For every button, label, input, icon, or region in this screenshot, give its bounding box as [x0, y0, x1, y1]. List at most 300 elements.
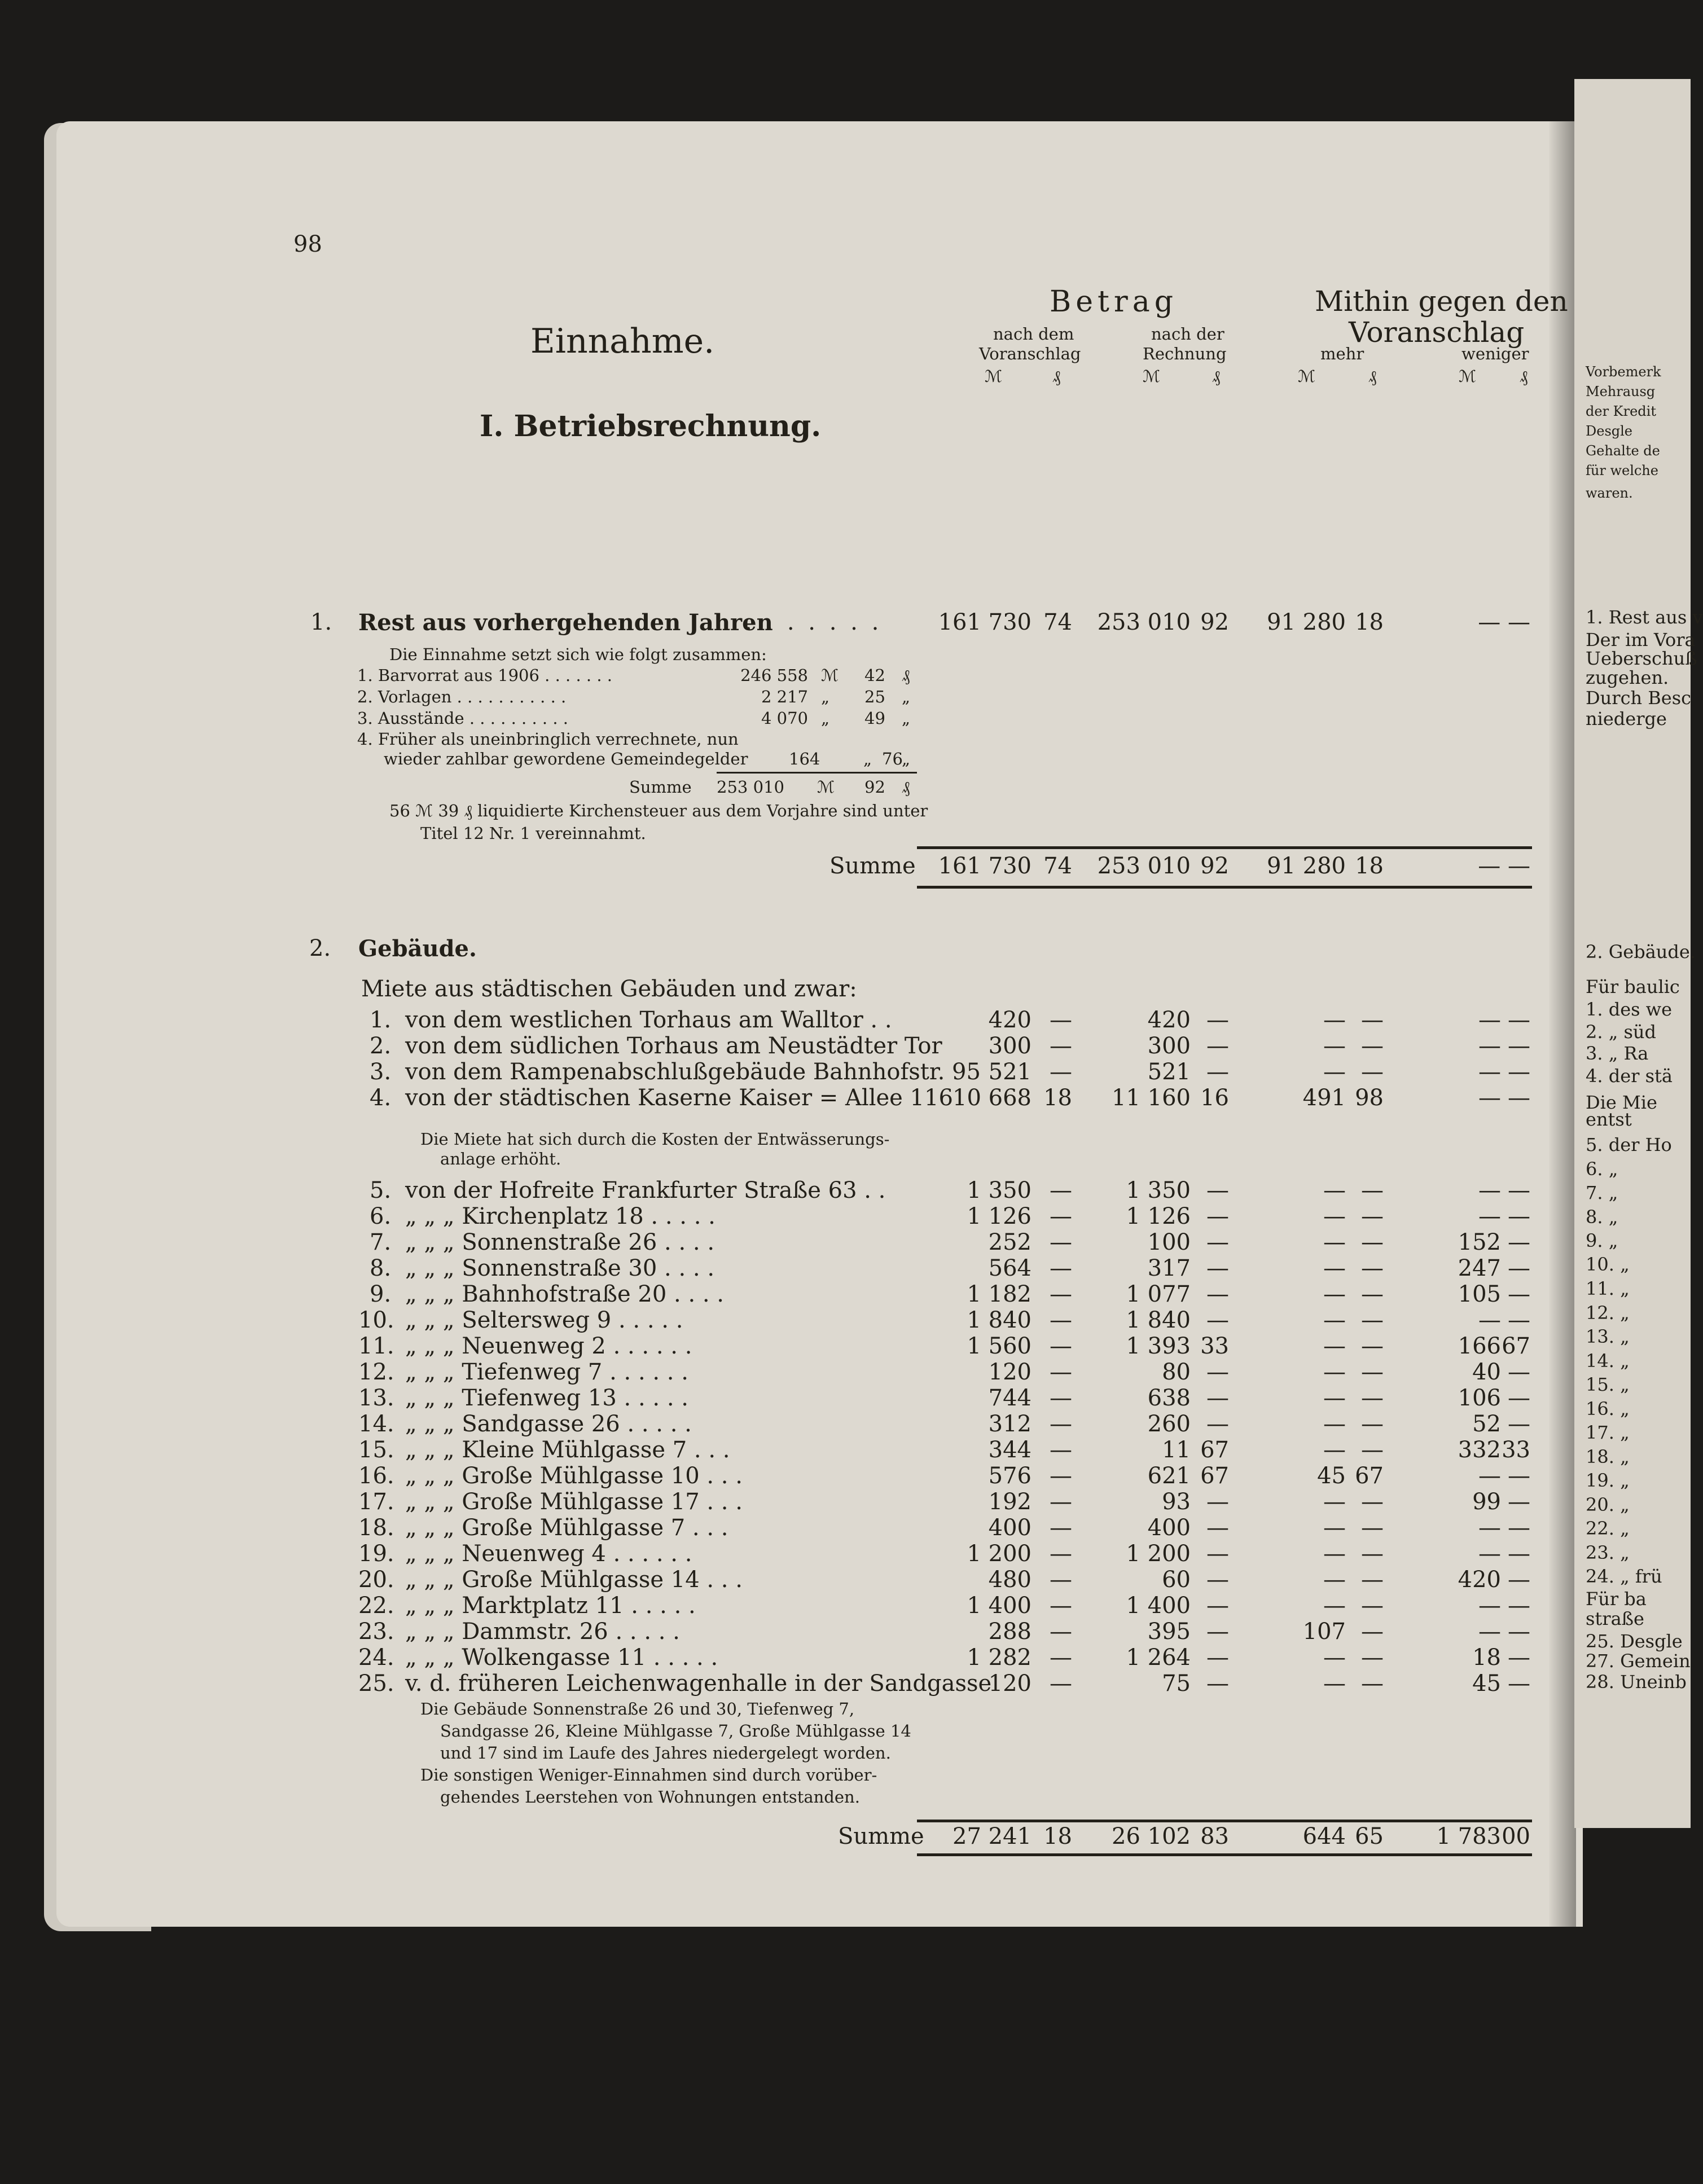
row-text: „ „ „ Sonnenstraße 30 . . . . [405, 1255, 715, 1281]
facing-page-line: 5. der Ho [1586, 1134, 1672, 1155]
header-col3: mehr [1320, 344, 1364, 363]
row8-value-col8: — [1508, 1255, 1530, 1281]
row14-value-col7: 52 [1472, 1411, 1501, 1437]
row-text: von dem westlichen Torhaus am Walltor . . [405, 1007, 892, 1033]
row15-value-col6: — [1361, 1437, 1384, 1463]
row12-value-col7: 40 [1472, 1359, 1501, 1385]
row-text: „ „ „ Sandgasse 26 . . . . . [405, 1411, 692, 1437]
row13-value-col4: — [1206, 1385, 1229, 1411]
facing-page-line: 11. „ [1586, 1278, 1630, 1299]
row11-value-col6: — [1361, 1333, 1384, 1359]
facing-page-line: 17. „ [1586, 1422, 1630, 1443]
section1-intro: Die Einnahme setzt sich wie folgt zusammen: [389, 645, 767, 664]
row18-value-col3: 400 [1147, 1515, 1191, 1541]
row4-value-col3: 11 160 [1112, 1085, 1191, 1111]
row15-value-col1: 344 [988, 1437, 1032, 1463]
row9-value-col5: — [1323, 1281, 1346, 1307]
row23-value-col7: — [1478, 1619, 1501, 1645]
row17-value-col5: — [1323, 1489, 1346, 1515]
row-number: 8. [370, 1255, 392, 1281]
row-number: 20. [358, 1567, 394, 1593]
facing-page-line: entst [1586, 1109, 1632, 1130]
row18-value-col4: — [1206, 1515, 1229, 1541]
row-text: „ „ „ Große Mühlgasse 7 . . . [405, 1515, 728, 1541]
facing-page-line: 6. „ [1586, 1158, 1618, 1180]
row24-value-col8: — [1508, 1645, 1530, 1671]
row18-value-col7: — [1478, 1515, 1501, 1541]
facing-page-line: Vorbemerk [1586, 364, 1661, 380]
row3-value-col7: — [1478, 1059, 1501, 1085]
row3-value-col3: 521 [1147, 1059, 1191, 1085]
row4-value-col7: — [1478, 1085, 1501, 1111]
facing-page-line: waren. [1586, 485, 1633, 501]
row9-value-col4: — [1206, 1281, 1229, 1307]
section1-item-amount: 246 558 [740, 666, 808, 685]
row10-value-col8: — [1508, 1307, 1530, 1333]
facing-page-line: 12. „ [1586, 1302, 1630, 1324]
row17-value-col2: — [1050, 1489, 1072, 1515]
row-number: 19. [358, 1541, 394, 1567]
facing-page-line: 10. „ [1586, 1254, 1630, 1275]
section2-sum-col1: 27 241 [953, 1823, 1032, 1849]
row15-value-col4: 67 [1200, 1437, 1229, 1463]
facing-page-line: 24. „ frü [1586, 1566, 1662, 1587]
row25-value-col7: 45 [1472, 1671, 1501, 1697]
row20-value-col1: 480 [988, 1567, 1032, 1593]
row18-value-col5: — [1323, 1515, 1346, 1541]
row14-value-col5: — [1323, 1411, 1346, 1437]
row16-value-col2: — [1050, 1463, 1072, 1489]
row8-value-col6: — [1361, 1255, 1384, 1281]
row1-value-col3: 420 [1147, 1007, 1191, 1033]
row6-value-col1: 1 126 [967, 1203, 1032, 1229]
row3-value-col8: — [1508, 1059, 1530, 1085]
row24-value-col7: 18 [1472, 1645, 1501, 1671]
row7-value-col6: — [1361, 1229, 1384, 1255]
section1-value-col6: 18 [1355, 609, 1384, 635]
row23-value-col6: — [1361, 1619, 1384, 1645]
row12-value-col8: — [1508, 1359, 1530, 1385]
row4-value-col4: 16 [1200, 1085, 1229, 1111]
section1-subtotal-amount: 253 010 [717, 777, 784, 797]
row9-value-col7: 105 [1458, 1281, 1501, 1307]
header-voranschlag: Voranschlag [1349, 316, 1525, 349]
section1-sum-label: Summe [829, 853, 916, 879]
section1-item-unit: „ [821, 687, 830, 706]
facing-page-line: 25. Desgle [1586, 1631, 1683, 1652]
facing-page-line: 13. „ [1586, 1326, 1630, 1347]
row-number: 3. [370, 1059, 392, 1085]
row22-value-col1: 1 400 [967, 1593, 1032, 1619]
section1-sum-col1: 161 730 [938, 853, 1032, 879]
facing-page-line: 23. „ [1586, 1542, 1630, 1563]
header-col1: nach dem [993, 324, 1074, 344]
row-text: „ „ „ Marktplatz 11 . . . . . [405, 1593, 696, 1619]
row5-value-col5: — [1323, 1177, 1346, 1203]
row11-value-col2: — [1050, 1333, 1072, 1359]
sum2-bottom-rule [917, 1853, 1532, 1856]
row22-value-col8: — [1508, 1593, 1530, 1619]
row-number: 4. [370, 1085, 392, 1111]
row-text: „ „ „ Seltersweg 9 . . . . . [405, 1307, 683, 1333]
row-number: 9. [370, 1281, 392, 1307]
row6-value-col7: — [1478, 1203, 1501, 1229]
row24-value-col3: 1 264 [1126, 1645, 1191, 1671]
row11-value-col8: 67 [1502, 1333, 1530, 1359]
row16-value-col1: 576 [988, 1463, 1032, 1489]
row7-value-col5: — [1323, 1229, 1346, 1255]
section1-value-col4: 92 [1200, 609, 1229, 635]
row-number: 23. [358, 1619, 394, 1645]
sum1-bottom-rule [917, 886, 1532, 889]
row-text: „ „ „ Bahnhofstraße 20 . . . . [405, 1281, 725, 1307]
facing-page-line: 1. des we [1586, 999, 1673, 1020]
facing-page-line: 15. „ [1586, 1374, 1630, 1395]
facing-page-line: Für baulic [1586, 976, 1680, 997]
facing-page-line: 14. „ [1586, 1350, 1630, 1372]
section1-item4-cunit: „ [902, 749, 911, 768]
row16-value-col3: 621 [1147, 1463, 1191, 1489]
row4-value-col1: 10 668 [953, 1085, 1032, 1111]
row16-value-col7: — [1478, 1463, 1501, 1489]
row5-value-col6: — [1361, 1177, 1384, 1203]
row16-value-col6: 67 [1355, 1463, 1384, 1489]
row20-value-col2: — [1050, 1567, 1072, 1593]
row5-value-col8: — [1508, 1177, 1530, 1203]
row-number: 16. [358, 1463, 394, 1489]
row15-value-col2: — [1050, 1437, 1072, 1463]
row19-value-col7: — [1478, 1541, 1501, 1567]
row22-value-col6: — [1361, 1593, 1384, 1619]
facing-page-line: 2. Gebäude. [1586, 941, 1696, 963]
row18-value-col6: — [1361, 1515, 1384, 1541]
row3-value-col5: — [1323, 1059, 1346, 1085]
row10-value-col4: — [1206, 1307, 1229, 1333]
section1-title: Rest aus vorhergehenden Jahren [358, 609, 773, 636]
row2-value-col6: — [1361, 1033, 1384, 1059]
row10-value-col7: — [1478, 1307, 1501, 1333]
facing-page-line: 3. „ Ra [1586, 1043, 1649, 1064]
facing-page-line: 16. „ [1586, 1398, 1630, 1420]
row23-value-col3: 395 [1147, 1619, 1191, 1645]
row23-value-col4: — [1206, 1619, 1229, 1645]
facing-page-line: Der im Vora [1586, 629, 1696, 651]
section1-sum-col5: 91 280 [1267, 853, 1346, 879]
section1-subtotal-label: Summe [629, 777, 692, 797]
section1-item-amount: 4 070 [761, 709, 808, 728]
row-text: „ „ „ Tiefenweg 13 . . . . . [405, 1385, 688, 1411]
row20-value-col3: 60 [1162, 1567, 1191, 1593]
row1-value-col7: — [1478, 1007, 1501, 1033]
section1-item4-amount: 164 [789, 749, 820, 768]
row1-value-col8: — [1508, 1007, 1530, 1033]
row13-value-col3: 638 [1147, 1385, 1191, 1411]
row-text: „ „ „ Kleine Mühlgasse 7 . . . [405, 1437, 730, 1463]
section1-leader: . . . . . . . [745, 609, 883, 635]
row20-value-col7: 420 [1458, 1567, 1501, 1593]
facing-page-line: straße [1586, 1608, 1644, 1629]
row19-value-col4: — [1206, 1541, 1229, 1567]
section1-item-cents: 49 [864, 709, 885, 728]
section2-sum-col4: 83 [1200, 1823, 1229, 1849]
section2-sum-col8: 00 [1502, 1823, 1530, 1849]
row14-value-col8: — [1508, 1411, 1530, 1437]
header-col2b: Rechnung [1143, 344, 1227, 363]
header-pf-1: ₰ [1052, 367, 1061, 386]
row17-value-col3: 93 [1162, 1489, 1191, 1515]
section2-sum-col3: 26 102 [1112, 1823, 1191, 1849]
row-number: 25. [358, 1671, 394, 1697]
header-col2: nach der [1151, 324, 1224, 344]
row15-value-col8: 33 [1502, 1437, 1530, 1463]
row13-value-col8: — [1508, 1385, 1530, 1411]
subsection-title: I. Betriebsrechnung. [480, 409, 822, 443]
row3-value-col1: 521 [988, 1059, 1032, 1085]
row12-value-col2: — [1050, 1359, 1072, 1385]
row11-value-col4: 33 [1200, 1333, 1229, 1359]
facing-page-line: 22. „ [1586, 1518, 1630, 1539]
row3-value-col2: — [1050, 1059, 1072, 1085]
row16-value-col8: — [1508, 1463, 1530, 1489]
row-text: „ „ „ Kirchenplatz 18 . . . . . [405, 1203, 716, 1229]
row4-value-col5: 491 [1302, 1085, 1346, 1111]
section1-subtotal-cents: 92 [864, 777, 885, 797]
section1-value-col1: 161 730 [938, 609, 1032, 635]
row15-value-col3: 11 [1162, 1437, 1191, 1463]
row22-value-col3: 1 400 [1126, 1593, 1191, 1619]
facing-page-line: 27. Gemein [1586, 1650, 1691, 1672]
row6-value-col3: 1 126 [1126, 1203, 1191, 1229]
section1-number: 1. [310, 609, 332, 635]
section1-item-label: 3. Ausstände . . . . . . . . . . [357, 709, 568, 728]
row9-value-col2: — [1050, 1281, 1072, 1307]
row5-value-col4: — [1206, 1177, 1229, 1203]
section1-sum-col4: 92 [1200, 853, 1229, 879]
row6-value-col4: — [1206, 1203, 1229, 1229]
row-text: v. d. früheren Leichenwagenhalle in der Sandgasse [405, 1671, 992, 1697]
row7-value-col7: 152 [1458, 1229, 1501, 1255]
row25-value-col4: — [1206, 1671, 1229, 1697]
row-number: 1. [370, 1007, 392, 1033]
row16-value-col5: 45 [1317, 1463, 1346, 1489]
row-number: 6. [370, 1203, 392, 1229]
row8-value-col5: — [1323, 1255, 1346, 1281]
page-number: 98 [293, 231, 322, 257]
row24-value-col6: — [1361, 1645, 1384, 1671]
row9-value-col1: 1 182 [967, 1281, 1032, 1307]
row2-value-col5: — [1323, 1033, 1346, 1059]
facing-page-line: 4. der stä [1586, 1065, 1673, 1087]
row4-note-line2: anlage erhöht. [440, 1149, 561, 1168]
row14-value-col2: — [1050, 1411, 1072, 1437]
sum1-top-rule [917, 846, 1532, 849]
header-col1b: Voranschlag [979, 344, 1081, 363]
facing-page-line: der Kredit [1586, 403, 1656, 419]
facing-page-line: 19. „ [1586, 1470, 1630, 1491]
row10-value-col5: — [1323, 1307, 1346, 1333]
section2-note-line: Sandgasse 26, Kleine Mühlgasse 7, Große Mühlgasse 14 [440, 1721, 911, 1741]
section1-value-col5: 91 280 [1267, 609, 1346, 635]
facing-page-line: zugehen. [1586, 667, 1669, 688]
row-text: von dem Rampenabschlußgebäude Bahnhofstr. 95 [405, 1059, 981, 1085]
row19-value-col3: 1 200 [1126, 1541, 1191, 1567]
header-pf-3: ₰ [1368, 367, 1377, 386]
row1-value-col5: — [1323, 1007, 1346, 1033]
row7-value-col8: — [1508, 1229, 1530, 1255]
row16-value-col4: 67 [1200, 1463, 1229, 1489]
section2-note-line: Die sonstigen Weniger-Einnahmen sind durch vorüber- [420, 1765, 877, 1785]
row23-value-col1: 288 [988, 1619, 1032, 1645]
header-col4: weniger [1461, 344, 1529, 363]
row-text: von der Hofreite Frankfurter Straße 63 . . [405, 1177, 886, 1203]
row13-value-col1: 744 [988, 1385, 1032, 1411]
row2-value-col7: — [1478, 1033, 1501, 1059]
row-text: „ „ „ Sonnenstraße 26 . . . . [405, 1229, 715, 1255]
section1-item-amount: 2 217 [761, 687, 808, 706]
row19-value-col2: — [1050, 1541, 1072, 1567]
section2-note-line: und 17 sind im Laufe des Jahres niedergelegt worden. [440, 1743, 891, 1763]
row-number: 22. [358, 1593, 394, 1619]
row23-value-col5: 107 [1302, 1619, 1346, 1645]
header-mithin: Mithin gegen den [1315, 285, 1568, 318]
row1-value-col6: — [1361, 1007, 1384, 1033]
row-number: 12. [358, 1359, 394, 1385]
section2-note-line: Die Gebäude Sonnenstraße 26 und 30, Tiefenweg 7, [420, 1699, 855, 1719]
row17-value-col8: — [1508, 1489, 1530, 1515]
row9-value-col6: — [1361, 1281, 1384, 1307]
row-number: 13. [358, 1385, 394, 1411]
row23-value-col8: — [1508, 1619, 1530, 1645]
row10-value-col6: — [1361, 1307, 1384, 1333]
row6-value-col5: — [1323, 1203, 1346, 1229]
header-pf-2: ₰ [1212, 367, 1221, 386]
facing-page-line: Die Mie [1586, 1092, 1657, 1113]
section1-item4-line2: wieder zahlbar gewordene Gemeindegelder [384, 749, 748, 768]
row6-value-col2: — [1050, 1203, 1072, 1229]
row20-value-col4: — [1206, 1567, 1229, 1593]
section2-sum-label: Summe [838, 1823, 924, 1849]
section1-note-line1: 56 ℳ 39 ₰ liquidierte Kirchensteuer aus dem Vorjahre sind unter [389, 801, 928, 820]
row-text: „ „ „ Tiefenweg 7 . . . . . . [405, 1359, 688, 1385]
facing-page-line: Mehrausg [1586, 384, 1656, 399]
row11-value-col7: 166 [1458, 1333, 1501, 1359]
row-text: von dem südlichen Torhaus am Neustädter Tor [405, 1033, 942, 1059]
row23-value-col2: — [1050, 1619, 1072, 1645]
section2-number: 2. [309, 935, 331, 961]
section1-item-label: 1. Barvorrat aus 1906 . . . . . . . [357, 666, 613, 685]
row8-value-col2: — [1050, 1255, 1072, 1281]
facing-page-line: für welche [1586, 463, 1658, 478]
row-text: „ „ „ Große Mühlgasse 17 . . . [405, 1489, 743, 1515]
row12-value-col6: — [1361, 1359, 1384, 1385]
row11-value-col3: 1 393 [1126, 1333, 1191, 1359]
row19-value-col1: 1 200 [967, 1541, 1032, 1567]
row13-value-col2: — [1050, 1385, 1072, 1411]
header-mark-2: ℳ [1143, 367, 1161, 386]
section2-sum-col6: 65 [1355, 1823, 1384, 1849]
row-text: „ „ „ Neuenweg 2 . . . . . . [405, 1333, 692, 1359]
row3-value-col4: — [1206, 1059, 1229, 1085]
section1-subtotal-unit: ℳ [817, 777, 835, 797]
section1-item-unit: ℳ [821, 666, 839, 685]
row25-value-col2: — [1050, 1671, 1072, 1697]
row17-value-col7: 99 [1472, 1489, 1501, 1515]
row9-value-col3: 1 077 [1126, 1281, 1191, 1307]
row12-value-col3: 80 [1162, 1359, 1191, 1385]
row11-value-col1: 1 560 [967, 1333, 1032, 1359]
facing-page-line: Ueberschuß [1586, 648, 1697, 669]
facing-page-line: 8. „ [1586, 1206, 1618, 1228]
row12-value-col4: — [1206, 1359, 1229, 1385]
facing-page-line: 28. Uneinb [1586, 1671, 1687, 1693]
row24-value-col5: — [1323, 1645, 1346, 1671]
row19-value-col5: — [1323, 1541, 1346, 1567]
row22-value-col7: — [1478, 1593, 1501, 1619]
facing-page-line: Gehalte de [1586, 443, 1660, 459]
row-number: 2. [370, 1033, 392, 1059]
row7-value-col1: 252 [988, 1229, 1032, 1255]
section1-item-cunit: „ [902, 687, 911, 706]
section1-item-cents: 25 [864, 687, 885, 706]
row-text: „ „ „ Große Mühlgasse 10 . . . [405, 1463, 743, 1489]
row8-value-col1: 564 [988, 1255, 1032, 1281]
row17-value-col4: — [1206, 1489, 1229, 1515]
row25-value-col8: — [1508, 1671, 1530, 1697]
row22-value-col2: — [1050, 1593, 1072, 1619]
facing-page-line: 18. „ [1586, 1446, 1630, 1467]
row25-value-col3: 75 [1162, 1671, 1191, 1697]
section2-title: Gebäude. [358, 935, 477, 962]
row17-value-col6: — [1361, 1489, 1384, 1515]
row14-value-col3: 260 [1147, 1411, 1191, 1437]
section2-note-line: gehendes Leerstehen von Wohnungen entstanden. [440, 1787, 860, 1807]
section1-value-col7: — — [1478, 609, 1530, 635]
section2-sum-col5: 644 [1302, 1823, 1346, 1849]
row10-value-col2: — [1050, 1307, 1072, 1333]
section1-note-line2: Titel 12 Nr. 1 vereinnahmt. [420, 824, 646, 843]
row7-value-col4: — [1206, 1229, 1229, 1255]
row4-value-col8: — [1508, 1085, 1530, 1111]
row1-value-col4: — [1206, 1007, 1229, 1033]
header-pf-4: ₰ [1520, 367, 1528, 386]
section1-sum-col2: 74 [1043, 853, 1072, 879]
facing-page [1574, 79, 1703, 1828]
section1-item-cunit: ₰ [902, 666, 910, 685]
section1-value-col3: 253 010 [1097, 609, 1191, 635]
row15-value-col7: 332 [1458, 1437, 1501, 1463]
facing-page-line: 20. „ [1586, 1494, 1630, 1515]
header-mark-4: ℳ [1459, 367, 1477, 386]
row3-value-col6: — [1361, 1059, 1384, 1085]
row8-value-col7: 247 [1458, 1255, 1501, 1281]
section1-subtotal-cunit: ₰ [902, 777, 910, 797]
row8-value-col4: — [1206, 1255, 1229, 1281]
row5-value-col1: 1 350 [967, 1177, 1032, 1203]
row-number: 5. [370, 1177, 392, 1203]
row6-value-col6: — [1361, 1203, 1384, 1229]
header-betrag: Betrag [1050, 285, 1178, 319]
row24-value-col4: — [1206, 1645, 1229, 1671]
subtotal-rule [717, 772, 917, 774]
facing-page-line: 9. „ [1586, 1230, 1618, 1251]
row2-value-col3: 300 [1147, 1033, 1191, 1059]
header-mark-1: ℳ [985, 367, 1003, 386]
row22-value-col4: — [1206, 1593, 1229, 1619]
row10-value-col3: 1 840 [1126, 1307, 1191, 1333]
section1-item-unit: „ [821, 709, 830, 728]
row25-value-col5: — [1323, 1671, 1346, 1697]
row20-value-col6: — [1361, 1567, 1384, 1593]
